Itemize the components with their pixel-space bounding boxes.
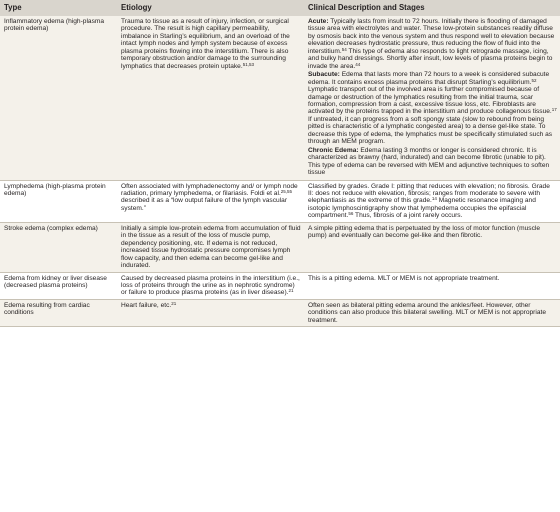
clinical-text: A simple pitting edema that is perpetuated by the loss of motor function (muscle pump) and eventually can become gel-like and then fibrotic. <box>308 224 541 240</box>
reference-marker: 21 <box>171 300 177 306</box>
type-text: Stroke edema (complex edema) <box>4 224 98 232</box>
table-row <box>0 299 560 326</box>
table-row <box>0 180 560 222</box>
reference-marker: 56 <box>348 211 354 217</box>
stage-text: This type of edema also responds to light retrograde massage, icing, and bulky hand dressings. Shortly after insult, low levels of plasma proteins begin to invade the area. <box>308 47 553 70</box>
cell-etiology <box>117 222 304 272</box>
stage-text: Typically lasts from insult to 72 hours. Initially there is flooding of damaged tissue area with electrolytes and water. These low-protein substances readily diffuse by osmosis back into the venous system and thus respond well to elevation because elevation decreases hydrostatic pressure, thus reducing the flow of fluid into the interstitium. <box>308 18 555 55</box>
stage-text: Edema that lasts more than 72 hours to a week is considered subacute edema. It contains excess plasma proteins that disrupt Starling’s equilibrium. <box>308 71 550 86</box>
cell-clinical <box>304 180 560 222</box>
etiology-text: Often associated with lymphadenectomy and/ or lymph node radiation, primary lymphedema, or filariasis. Foldi et al. <box>121 182 298 197</box>
reference-marker: 25,55 <box>280 188 293 194</box>
clinical-text: Thus, fibrosis of a joint rarely occurs. <box>353 212 463 220</box>
cell-etiology <box>117 299 304 326</box>
reference-marker: 54 <box>341 46 347 52</box>
type-text: Edema from kidney or liver disease (decreased plasma proteins) <box>4 274 107 289</box>
clinical-text: This is a pitting edema. MLT or MEM is not appropriate treatment. <box>308 274 500 282</box>
stage-acute <box>308 18 557 70</box>
etiology-text: described it as a “low output failure of the lymph vascular system.” <box>121 197 288 212</box>
stage-heading: Acute: <box>308 18 329 25</box>
etiology-text: Trauma to tissue as a result of injury, infection, or surgical procedure. The result is high capillary permeability, imbalance in Starling’s equilibrium, and an overload of the intact lymph nodes and lymph system because of excess plasma proteins flowing into the interstitium. There is also temporary obstruction and/or damage to the surrounding lymphatics that decreases protein uptake. <box>121 18 290 70</box>
stage-heading: Chronic Edema: <box>308 146 359 154</box>
cell-clinical <box>304 16 560 180</box>
clinical-text: Classified by grades. Grade I: pitting that reduces with elevation; no fibrosis. Grade II: does not reduce with elevation, fibrosis; ranges from moderate to severe with elephantiasis as the extreme of this grade. <box>308 182 550 205</box>
etiology-text: Heart failure, etc. <box>121 301 172 309</box>
table-header-row <box>0 0 560 16</box>
cell-etiology <box>117 180 304 222</box>
stage-heading: Subacute: <box>308 71 340 79</box>
header-clinical: Clinical Description and Stages <box>304 0 560 16</box>
reference-marker: 17 <box>551 107 557 113</box>
header-type: Type <box>0 0 117 16</box>
stage-text: If untreated, it can progress from a soft spongy state (slow to rebound from being pitted is characteristic of a lymphatic congested area) to a dense gel-like state. To decrease this type of edema, the lymphatics must be specifically stimulated such as through an MEM program. <box>308 115 553 146</box>
cell-etiology <box>117 16 304 180</box>
header-etiology: Etiology <box>117 0 304 16</box>
table-row <box>0 16 560 180</box>
table-row <box>0 222 560 272</box>
cell-type <box>0 16 117 180</box>
stage-text: Lymphatic transport out of the involved area is further compromised because of damage or destruction of the lymphatics resulting from the initial trauma, scar formation, compression from a cast, excessive tissue loss, etc. Fibroblasts are activated by the proteins trapped in the interstitium and produce collagenous tissue. <box>308 86 552 116</box>
type-text: Lymphedema (high-plasma protein edema) <box>4 182 106 197</box>
stage-text: Edema lasting 3 months or longer is considered chronic. It is characterized as brawny (hard, indurated) and can become fibrotic (unable to pit). This type of edema can be reversed with MEM and adjunctive techniques to soften tissue <box>308 146 550 177</box>
reference-marker: 14 <box>431 196 437 202</box>
cell-type <box>0 299 117 326</box>
reference-marker: 44 <box>355 61 361 67</box>
stage-subacute <box>308 71 557 146</box>
type-text: Inflammatory edema (high-plasma protein edema) <box>4 18 105 33</box>
table-row <box>0 272 560 299</box>
reference-marker: 21 <box>288 288 294 294</box>
clinical-text: Often seen as bilateral pitting edema around the ankles/feet. However, other conditions can also produce this bilateral swelling. MLT or MEM is not appropriate treatment. <box>308 301 546 324</box>
etiology-text: Caused by decreased plasma proteins in the interstitium (i.e., loss of proteins through the urine as in nephrotic syndrome) or failure to produce plasma proteins (as in liver disease). <box>121 274 300 297</box>
stage-chronic <box>308 147 557 177</box>
reference-marker: 51,53 <box>242 61 254 67</box>
cell-etiology <box>117 272 304 299</box>
cell-clinical <box>304 272 560 299</box>
cell-type <box>0 222 117 272</box>
cell-type <box>0 180 117 222</box>
cell-type <box>0 272 117 299</box>
etiology-text: Initially a simple low-protein edema from accumulation of fluid in the tissue as a result of the loss of muscle pump, dependency positioning, etc. If edema is not reduced, increased tissue hydrostatic pressure compromises lymph flow capacity, and then edema can become gel-like and indurated. <box>121 224 301 270</box>
cell-clinical <box>304 299 560 326</box>
clinical-text: Magnetic resonance imaging and isotopic lymphoscintigraphy show that lymphedema occupies the epifascial compartment. <box>308 197 536 220</box>
cell-clinical <box>304 222 560 272</box>
reference-marker: 52 <box>531 77 537 83</box>
type-text: Edema resulting from cardiac conditions <box>4 301 90 317</box>
